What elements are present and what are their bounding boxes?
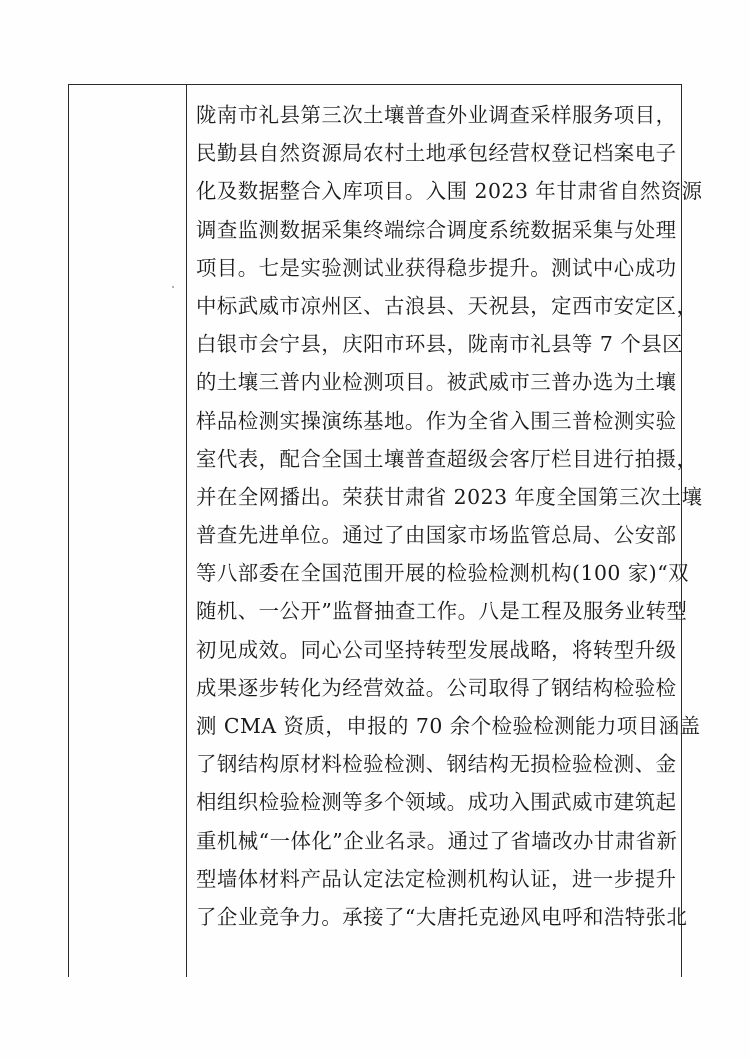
column-divider <box>186 84 187 977</box>
text-line-13: 等八部委在全国范围开展的检验检测机构(100 家)“双 <box>196 561 690 586</box>
text-line-19: 相组织检验检测等多个领域。成功入围武威市建筑起 <box>196 790 677 815</box>
table-content-cell <box>196 96 703 936</box>
text-line-18: 了钢结构原材料检验检测、钢结构无损检验检测、金 <box>196 752 677 777</box>
text-line-22: 了企业竞争力。承接了“大唐托克逊风电呼和浩特张北 <box>196 904 688 929</box>
text-line-5: 项目。七是实验测试业获得稳步提升。测试中心成功 <box>196 255 677 280</box>
text-line-3: 化及数据整合入库项目。入围 2023 年甘肃省自然资源 <box>196 179 703 204</box>
text-line-9: 样品检测实操演练基地。作为全省入围三普检测实验 <box>196 408 677 433</box>
text-line-12: 普查先进单位。通过了由国家市场监管总局、公安部 <box>196 523 677 548</box>
text-line-14: 随机、一公开”监督抽查工作。八是工程及服务业转型 <box>196 599 688 624</box>
text-line-20: 重机械“一体化”企业名录。通过了省墙改办甘肃省新 <box>196 828 678 853</box>
text-line-11: 并在全网播出。荣获甘肃省 2023 年度全国第三次土壤 <box>196 484 703 509</box>
scan-speck <box>172 286 174 288</box>
text-line-7: 白银市会宁县，庆阳市环县，陇南市礼县等 7 个县区 <box>196 332 684 357</box>
text-line-8: 的土壤三普内业检测项目。被武威市三普办选为土壤 <box>196 370 677 395</box>
text-line-10: 室代表，配合全国土壤普查超级会客厅栏目进行拍摄， <box>196 446 698 471</box>
text-line-6: 中标武威市凉州区、古浪县、天祝县，定西市安定区， <box>196 293 698 318</box>
text-line-15: 初见成效。同心公司坚持转型发展战略，将转型升级 <box>196 637 677 662</box>
table-label-cell <box>69 85 186 975</box>
text-line-1: 陇南市礼县第三次土壤普查外业调查采样服务项目， <box>196 103 677 127</box>
text-line-2: 民勤县自然资源局农村土地承包经营权登记档案电子 <box>196 141 677 166</box>
text-line-21: 型墙体材料产品认定法定检测机构认证，进一步提升 <box>196 866 677 891</box>
text-line-4: 调查监测数据采集终端综合调度系统数据采集与处理 <box>196 217 677 242</box>
text-line-16: 成果逐步转化为经营效益。公司取得了钢结构检验检 <box>196 675 677 700</box>
text-line-17: 测 CMA 资质，申报的 70 余个检验检测能力项目涵盖 <box>196 714 701 738</box>
